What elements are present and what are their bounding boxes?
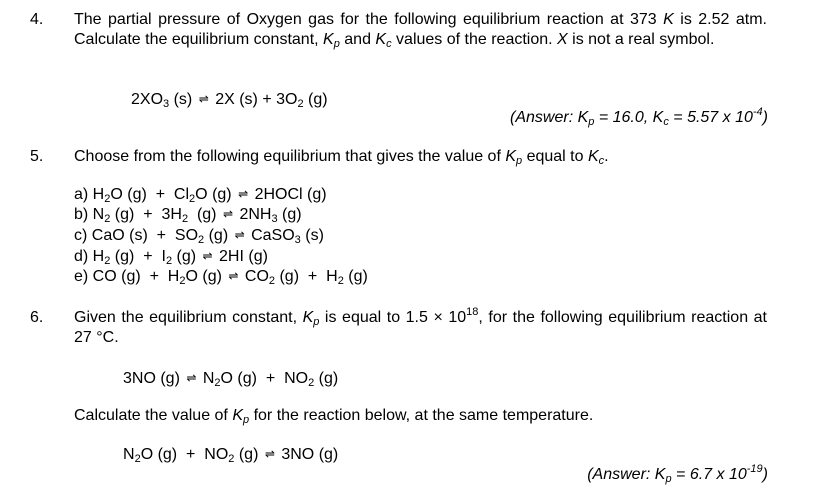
question-number: 4.	[30, 11, 44, 28]
question-number: 6.	[30, 309, 44, 326]
answer-text: (Answer: $K_p = 6.7$ x $10^{-19}$)	[587, 463, 768, 485]
instruction-text: Calculate the value of $K_p$ for the reaction below, at the same temperature.	[74, 407, 594, 426]
reaction-equation-1: 3NO (g) ⇌ $N_2O$ $(g) + NO_2$ (g)	[123, 370, 339, 389]
reaction-equation: $2XO_3$ (s) ⇌ 2X $(s) + 3O_2$ (g)	[131, 91, 328, 110]
answer-text: (Answer: $K_p = 16.0$, $K_c = 5.57$ x $10^{-4}$)	[510, 106, 768, 128]
option-d: d) $H_2$ $(g) + I_2$ (g) ⇌ 2HI (g)	[74, 248, 268, 267]
option-b: b) $N_2$ $(g) + 3H_2$ (g) ⇌ $2NH_3$ (g)	[74, 206, 302, 225]
question-text: The partial pressure of Oxygen gas for the following equilibrium reaction at 373 K is 2.52 atm. Calculate the equilibrium constant, $K_p$ and $K_c$ values of the reaction. X is not a real symbol.	[74, 11, 767, 50]
question-text: Given the equilibrium constant, $K_p$ is equal to $1.5 \times 10^{18}$, for the following equilibrium reaction at 27 °C.	[74, 306, 768, 346]
question-text: Choose from the following equilibrium that gives the value of $K_p$ equal to $K_c$.	[74, 148, 609, 167]
question-number: 5.	[30, 148, 44, 165]
reaction-equation-2: $N_2O$ $(g) + NO_2$ (g) ⇌ 3NO (g)	[123, 446, 339, 465]
option-e: e) CO $(g) + H_2O$ (g) ⇌ $CO_2$ $(g) + H_2$ (g)	[74, 268, 368, 287]
option-c: c) CaO $(s) + SO_2$ (g) ⇌ CaSO$_3$ (s)	[74, 227, 324, 246]
option-a: a) $H_2O$ $(g) + Cl_2O$ (g) ⇌ 2HOCl (g)	[74, 186, 327, 205]
